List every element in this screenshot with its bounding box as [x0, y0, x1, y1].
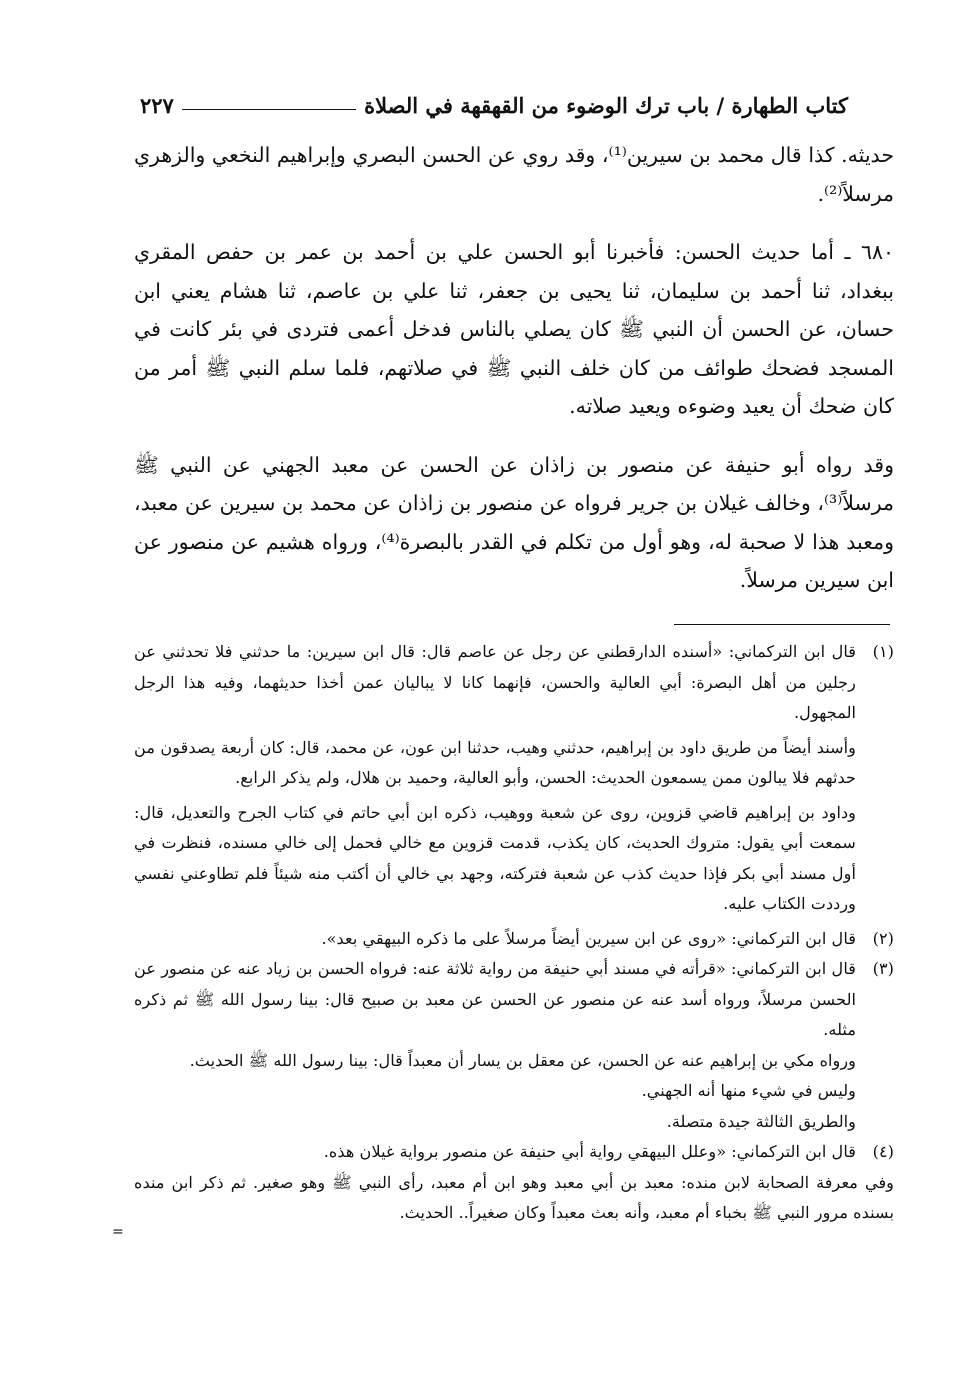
main-text — [134, 136, 894, 600]
footnote-paragraph: وليس في شيء منها أنه الجهني. — [641, 1081, 856, 1100]
footnote-number: (٢) — [872, 928, 894, 948]
footnote-paragraph: وداود بن إبراهيم قاضي قزوين، روى عن شعبة ووهيب، ذكره ابن أبي حاتم في كتاب الجرح والتعديل، قال: سمعت أبي يقول: متروك الحديث، كان يكذب، قدمت قزوين مع خالي فحمل إلى خالي مسنده، فنظرت في أول مسند أبي بكر فإذا حديث كذب عن شعبة فتركته، وجهد بي خالي أن أكتب منه شيئاً فلم تطاوعني نفسي ورددت الكتاب عليه. — [134, 802, 856, 913]
footnote-2 — [134, 924, 894, 955]
paragraph-1: حديثه. كذا قال محمد بن سيرين⁽¹⁾، وقد روي عن الحسن البصري وإبراهيم النخعي والزهري مرسلاً⁽²⁾. — [134, 143, 894, 206]
footnote-1 — [134, 637, 894, 729]
footnote-number: (١) — [872, 642, 894, 661]
footnote-paragraph: ورواه مكي بن إبراهيم عنه عن الحسن، عن معقل بن يسار أن معبداً قال: بينا رسول الله ﷺ الحديث. — [189, 1050, 856, 1070]
footnote-paragraph: وأسند أيضاً من طريق داود بن إبراهيم، حدثني وهيب، حدثنا ابن عون، عن محمد، قال: كان أربعة يصدقون من حدثهم فلا يبالون ممن يسمعون الحديث: الحسن، وأبو العالية، وحميد بن هلال، ولم يذكر الرابع. — [134, 737, 856, 787]
footnote-text: قال ابن التركماني: «قرأته في مسند أبي حنيفة من رواية ثلاثة عنه: فرواه الحسن بن زياد عنه عن منصور عن الحسن مرسلاً، ورواه أسد عنه عن منصور عن الحسن عن معبد بن صبيح قال: بينا رسول الله ﷺ ثم ذكره مثله. — [134, 959, 856, 1039]
footnote-4 — [134, 1137, 894, 1168]
footnote-3 — [134, 954, 894, 1046]
page-number: ٢٢٧ — [140, 93, 174, 118]
footnote-text: قال ابن التركماني: «أسنده الدارقطني عن رجل عن عاصم قال: قال ابن سيرين: ما حدثني فلا تحدثني عن رجلين من أهل البصرة: أبي العالية والحسن، فإنهما كانا لا يباليان عمن أخذا حديثهما، وفيه هذا الرجل المجهول. — [134, 642, 856, 722]
footnote-number: (٤) — [872, 1142, 894, 1161]
paragraph-680: ٦٨٠ ـ أما حديث الحسن: فأخبرنا أبو الحسن علي بن أحمد بن عمر بن حفص المقري ببغداد، ثنا أحمد بن سليمان، ثنا يحيى بن جعفر، ثنا علي بن عاصم، ثنا هشام يعني ابن حسان، عن الحسن أن النبي ﷺ كان يصلي بالناس فدخل أعمى فتردى في بئر كانت في المسجد فضحك طوائف من كان خلف النبي ﷺ في صلاتهم، فلما سلم النبي ﷺ أمر من كان ضحك أن يعيد وضوءه ويعيد صلاته. — [134, 240, 894, 418]
header-rule — [182, 109, 356, 110]
footnote-paragraph: وفي معرفة الصحابة لابن منده: معبد بن أبي معبد وهو ابن أم معبد، رأى النبي ﷺ وهو صغير. ثم ذكر ابن منده بسنده مرور النبي ﷺ بخباء أم معبد، وأنه بعث معبداً وكان صغيراً.. الحديث. — [134, 1172, 894, 1222]
running-title: كتاب الطهارة / باب ترك الوضوء من القهقهة في الصلاة — [364, 93, 848, 118]
footnote-separator — [674, 624, 890, 625]
footnotes — [134, 637, 894, 1229]
footnote-text: قال ابن التركماني: «روى عن ابن سيرين أيضاً مرسلاً على ما ذكره البيهقي بعد». — [321, 928, 856, 948]
margin-mark: = — [112, 1224, 124, 1240]
footnote-number: (٣) — [872, 959, 894, 978]
running-header — [140, 78, 848, 118]
footnote-text: قال ابن التركماني: «وعلل البيهقي رواية أبي حنيفة عن منصور برواية غيلان هذه. — [323, 1142, 856, 1161]
footnote-paragraph: والطريق الثالثة جيدة متصلة. — [666, 1111, 856, 1131]
paragraph-3: وقد رواه أبو حنيفة عن منصور بن زاذان عن الحسن عن معبد الجهني عن النبي ﷺ مرسلاً⁽³⁾، وخالف غيلان بن جرير فرواه عن منصور بن زاذان عن محمد بن سيرين عن معبد، ومعبد هذا لا صحبة له، وهو أول من تكلم في القدر بالبصرة⁽⁴⁾، ورواه هشيم عن منصور عن ابن سيرين مرسلاً. — [134, 452, 894, 592]
